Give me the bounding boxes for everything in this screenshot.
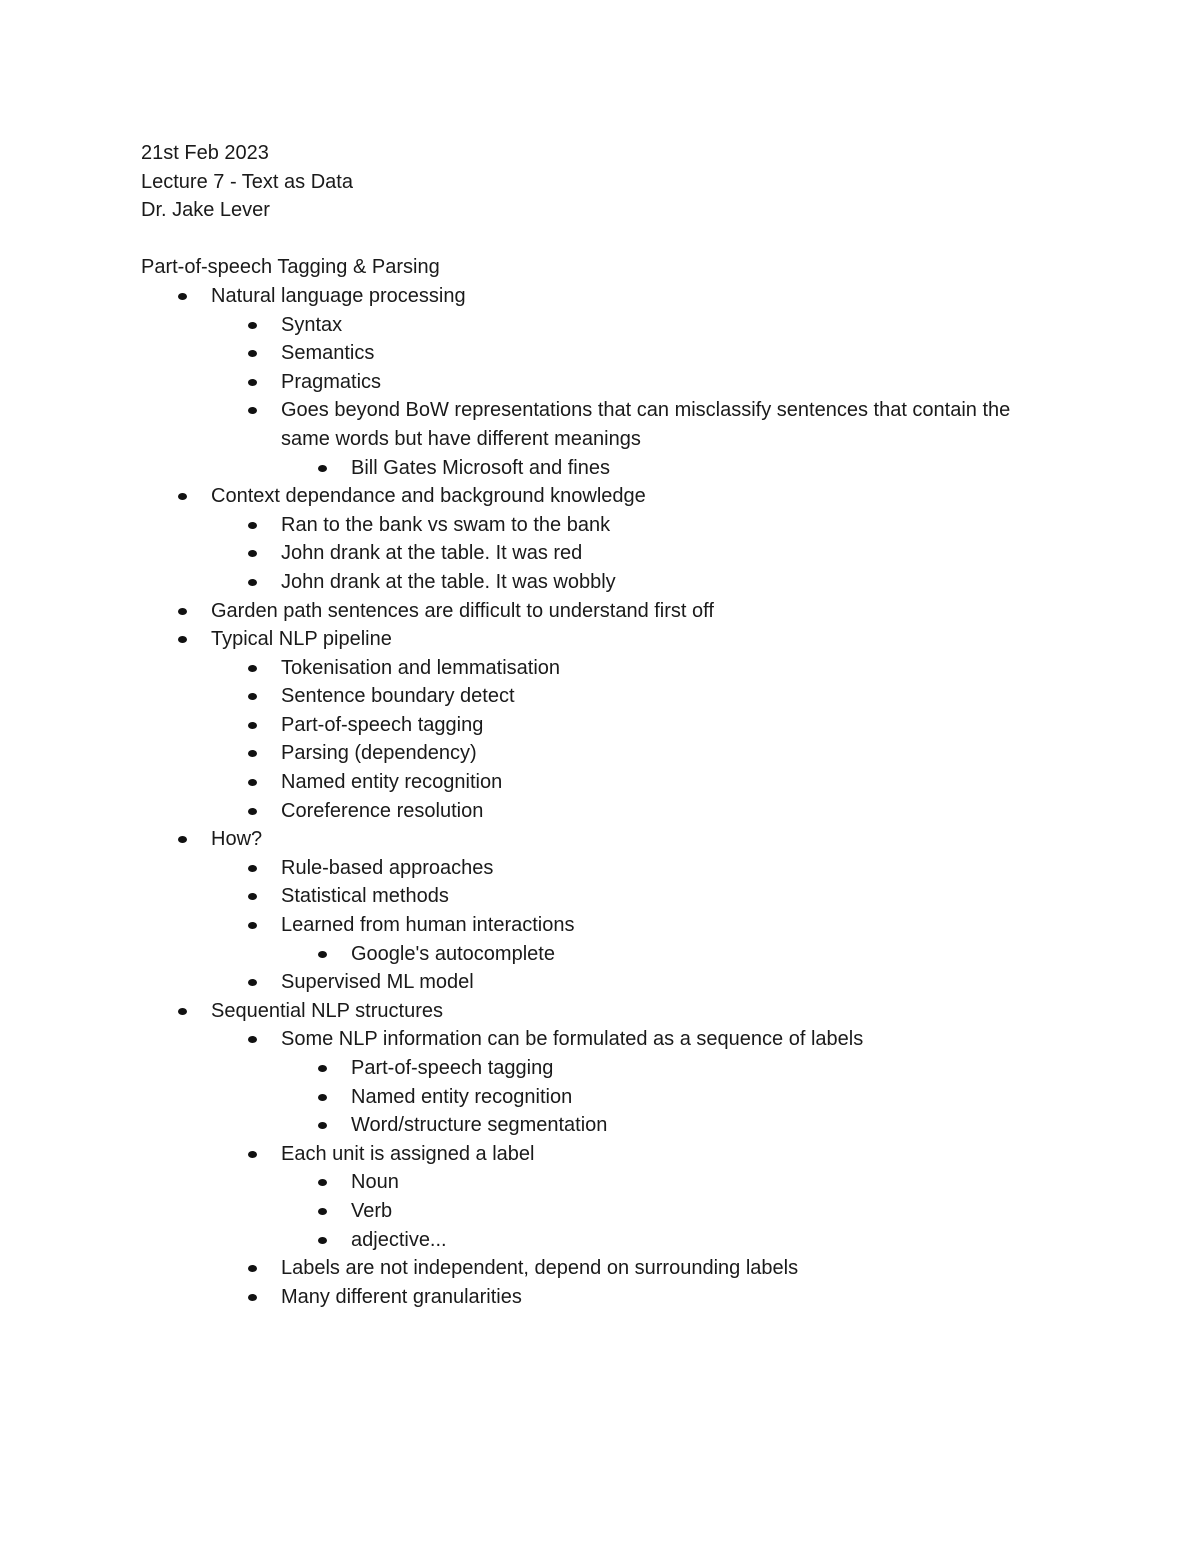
list-item-line	[351, 1054, 1081, 1083]
bullet-icon	[178, 636, 187, 643]
list-item-text: Each unit is assigned a label	[281, 1142, 535, 1165]
list-item	[281, 454, 1081, 483]
list-item	[281, 1083, 1081, 1112]
list-item-line	[281, 1283, 1081, 1312]
bullet-icon	[248, 922, 257, 929]
list-item	[281, 1168, 1081, 1197]
list-item-text: Sentence boundary detect	[281, 685, 515, 708]
nested-list	[281, 1054, 1081, 1140]
bullet-icon	[248, 322, 257, 329]
list-item	[211, 1254, 1081, 1283]
list-item-line	[281, 396, 1081, 453]
list-item-text: Part-of-speech tagging	[351, 1057, 554, 1079]
list-item	[211, 1283, 1081, 1312]
list-item-text: Some NLP information can be formulated as a sequence of labels	[281, 1028, 864, 1051]
list-item-line	[351, 1111, 1081, 1140]
list-item-line	[281, 739, 1081, 768]
list-item-line	[281, 339, 1081, 368]
bullet-icon	[178, 293, 187, 300]
section-title: Part-of-speech Tagging & Parsing	[141, 256, 440, 279]
list-item-text: Natural language processing	[211, 284, 466, 307]
list-item	[211, 396, 1081, 482]
list-item	[281, 1197, 1081, 1226]
list-item-line	[281, 711, 1081, 740]
list-item-text: adjective...	[351, 1228, 447, 1251]
list-item-text: Coreference resolution	[281, 799, 484, 822]
bullet-icon	[318, 1065, 327, 1072]
list-item-line	[211, 597, 1081, 626]
nested-list	[211, 1025, 1081, 1311]
list-item-line	[281, 882, 1081, 911]
list-item	[211, 968, 1081, 997]
list-item-text: Noun	[351, 1171, 399, 1194]
list-item-line	[281, 539, 1081, 568]
list-item-text: John drank at the table. It was wobbly	[281, 570, 616, 593]
list-item	[281, 1054, 1081, 1083]
list-item-text: Word/structure segmentation	[351, 1114, 608, 1137]
list-item	[211, 539, 1081, 568]
list-item-text: Supervised ML model	[281, 971, 474, 994]
bullet-icon	[178, 1008, 187, 1015]
list-item	[211, 797, 1081, 826]
nested-list	[211, 311, 1081, 483]
bullet-icon	[248, 893, 257, 900]
document-page	[141, 139, 1081, 1311]
list-item-text: Sequential NLP structures	[211, 999, 443, 1022]
list-item-text: How?	[211, 828, 263, 851]
list-item-text: Goes beyond BoW representations that can misclassify sentences that contain the same words but have different meanings	[281, 399, 1011, 450]
bullet-icon	[248, 1151, 257, 1158]
bullet-icon	[248, 1036, 257, 1043]
list-item-text: Parsing (dependency)	[281, 742, 477, 765]
list-item-line	[211, 625, 1081, 654]
list-item	[211, 568, 1081, 597]
list-item-line	[281, 511, 1081, 540]
list-item	[211, 854, 1081, 883]
list-item-text: Pragmatics	[281, 370, 382, 393]
list-item	[211, 711, 1081, 740]
bullet-icon	[318, 1179, 327, 1186]
bullet-icon	[178, 836, 187, 843]
bullet-icon	[318, 951, 327, 958]
bullet-icon	[178, 493, 187, 500]
list-item-line	[281, 968, 1081, 997]
list-item	[211, 311, 1081, 340]
list-item-line	[351, 940, 1081, 969]
lecture-title: Lecture 7 - Text as Data	[141, 170, 353, 193]
bullet-icon	[248, 522, 257, 529]
list-item-text: Named entity recognition	[351, 1085, 573, 1108]
bullet-icon	[318, 1094, 327, 1101]
list-item-text: Semantics	[281, 342, 375, 365]
nested-list	[281, 1168, 1081, 1254]
list-item-line	[351, 1083, 1081, 1112]
list-item-line	[281, 1025, 1081, 1054]
bullet-icon	[248, 407, 257, 414]
list-item-line	[211, 282, 1081, 311]
list-item-text: Context dependance and background knowledge	[211, 485, 646, 508]
bullet-icon	[248, 750, 257, 757]
nested-list	[281, 940, 1081, 969]
list-item-text: Bill Gates Microsoft and fines	[351, 456, 610, 479]
list-item-text: Many different granularities	[281, 1285, 522, 1308]
list-item-text: Part-of-speech tagging	[281, 713, 484, 736]
bullet-icon	[248, 665, 257, 672]
list-item-text: Tokenisation and lemmatisation	[281, 656, 561, 679]
list-item-text: Ran to the bank vs swam to the bank	[281, 513, 611, 536]
list-item-line	[281, 854, 1081, 883]
list-item-line	[351, 1226, 1081, 1255]
list-item	[211, 511, 1081, 540]
bullet-icon	[248, 1294, 257, 1301]
bullet-icon	[248, 722, 257, 729]
date-line: 21st Feb 2023	[141, 142, 269, 164]
list-item-text: Rule-based approaches	[281, 856, 494, 879]
list-item-line	[351, 1168, 1081, 1197]
bullet-icon	[248, 808, 257, 815]
list-item	[211, 368, 1081, 397]
nested-list	[211, 511, 1081, 597]
bullet-icon	[318, 1122, 327, 1129]
list-item	[141, 597, 1081, 626]
bullet-icon	[248, 550, 257, 557]
list-item-text: Statistical methods	[281, 885, 449, 908]
list-item-line	[211, 997, 1081, 1026]
bullet-icon	[178, 608, 187, 615]
bullet-icon	[248, 379, 257, 386]
bullet-icon	[248, 1265, 257, 1272]
list-item	[211, 1140, 1081, 1254]
list-item	[141, 282, 1081, 482]
bullet-icon	[318, 1208, 327, 1215]
bullet-icon	[248, 350, 257, 357]
list-item-text: Labels are not independent, depend on surrounding labels	[281, 1257, 799, 1280]
list-item-text: Verb	[351, 1199, 393, 1222]
nested-list	[281, 454, 1081, 483]
list-item-text: Garden path sentences are difficult to understand first off	[211, 599, 714, 622]
notes-list	[141, 282, 1081, 1311]
list-item-text: Syntax	[281, 313, 343, 336]
list-item-line	[281, 654, 1081, 683]
bullet-icon	[248, 579, 257, 586]
list-item-line	[281, 311, 1081, 340]
bullet-icon	[318, 465, 327, 472]
nested-list	[211, 654, 1081, 826]
list-item-line	[211, 825, 1081, 854]
list-item-line	[351, 1197, 1081, 1226]
nested-list	[211, 854, 1081, 997]
list-item-text: Typical NLP pipeline	[211, 628, 392, 651]
list-item-line	[281, 568, 1081, 597]
list-item	[211, 682, 1081, 711]
list-item-line	[211, 482, 1081, 511]
list-item	[141, 825, 1081, 997]
list-item	[211, 654, 1081, 683]
list-item-line	[281, 368, 1081, 397]
list-item-line	[351, 454, 1081, 483]
list-item	[141, 482, 1081, 596]
list-item	[211, 339, 1081, 368]
list-item	[281, 940, 1081, 969]
list-item-text: John drank at the table. It was red	[281, 542, 583, 565]
bullet-icon	[248, 865, 257, 872]
list-item-line	[281, 1254, 1081, 1283]
list-item-line	[281, 1140, 1081, 1169]
list-item	[211, 882, 1081, 911]
list-item	[211, 739, 1081, 768]
list-item	[141, 997, 1081, 1312]
lecturer-name: Dr. Jake Lever	[141, 199, 270, 222]
list-item-line	[281, 797, 1081, 826]
bullet-icon	[248, 979, 257, 986]
list-item	[211, 1025, 1081, 1139]
list-item-line	[281, 911, 1081, 940]
bullet-icon	[318, 1237, 327, 1244]
blank-line	[141, 225, 1081, 254]
list-item	[141, 625, 1081, 825]
list-item-text: Google's autocomplete	[351, 942, 555, 965]
list-item	[211, 911, 1081, 968]
list-item-line	[281, 682, 1081, 711]
list-item	[281, 1226, 1081, 1255]
list-item-text: Learned from human interactions	[281, 914, 575, 937]
bullet-icon	[248, 693, 257, 700]
list-item-line	[281, 768, 1081, 797]
list-item-text: Named entity recognition	[281, 771, 503, 794]
bullet-icon	[248, 779, 257, 786]
list-item	[281, 1111, 1081, 1140]
list-item	[211, 768, 1081, 797]
